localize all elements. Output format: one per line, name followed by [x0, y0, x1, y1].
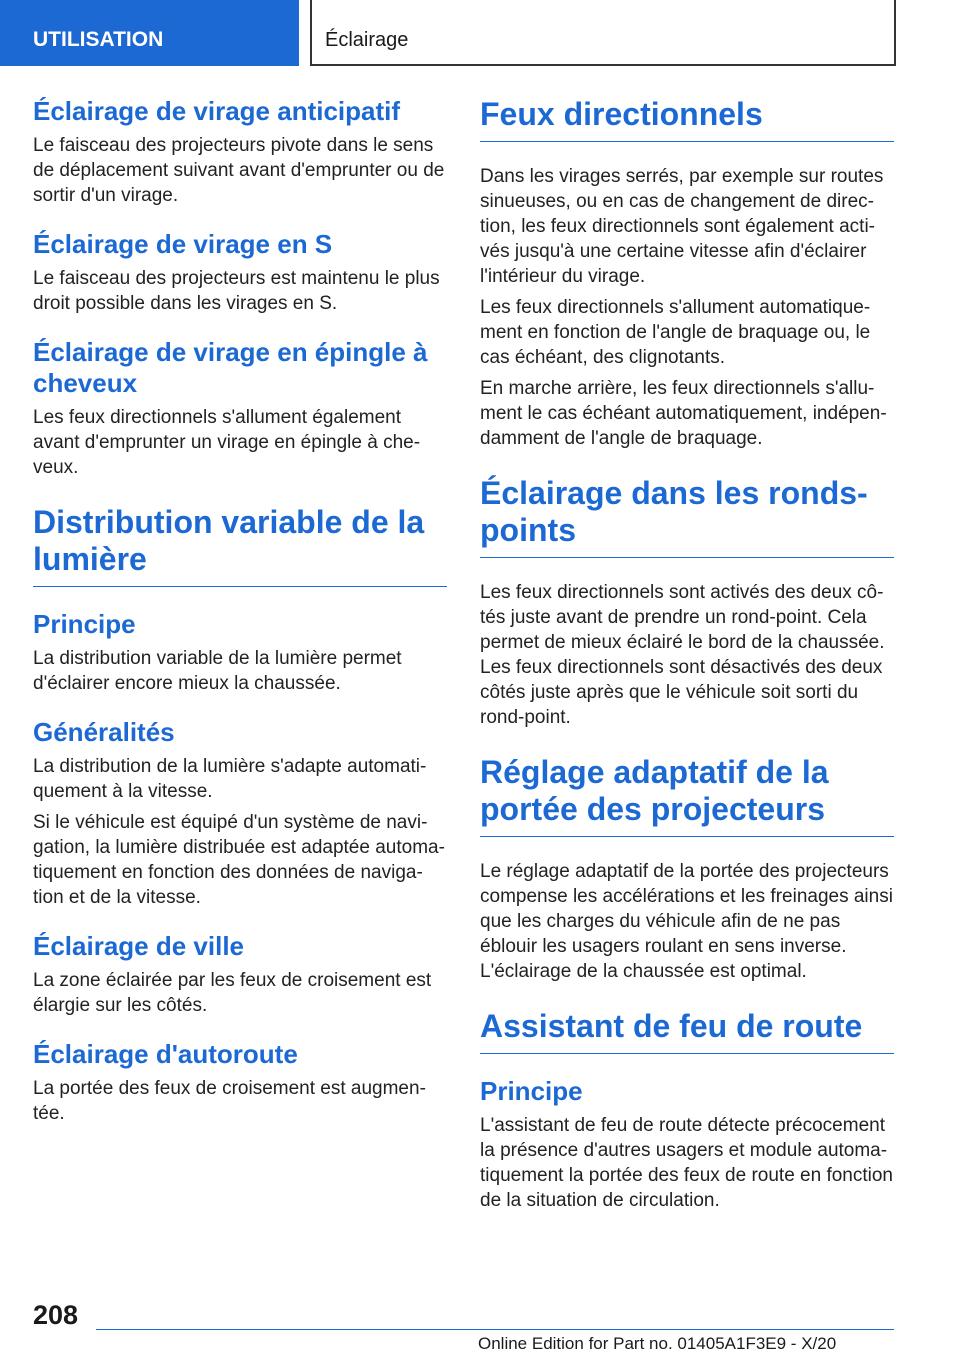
heading-feux-directionnels: Feux directionnels — [480, 96, 894, 142]
text-reglage-adaptatif: Le réglage adaptatif de la portée des projecteurs compense les accélérations et les freinages ainsi que les charges du véhicule afin de ne pas éblouir les usagers roulant en sens inverse. L'éclairage de la chaussée est optimal. — [480, 861, 893, 982]
text-feux-3: En marche arrière, les feux directionnels s'allument le cas échéant automatiquement, indépendamment de l'angle de braquage. — [480, 378, 887, 449]
text-principe-right: L'assistant de feu de route détecte précocement la présence d'autres usagers et module automatiquement la portée des feux de route en fonction de la situation de circulation. — [480, 1115, 893, 1211]
text-principe-left: La distribution variable de la lumière permet d'éclairer encore mieux la chaussée. — [33, 648, 402, 694]
heading-eclairage-autoroute: Éclairage d'autoroute — [33, 1039, 298, 1069]
heading-eclairage-ville: Éclairage de ville — [33, 931, 245, 961]
heading-assistant-feu-route: Assistant de feu de route — [480, 1008, 894, 1054]
text-generalites-1: La distribution de la lumière s'adapte automatiquement à la vitesse. — [33, 756, 427, 802]
heading-virage-anticipatif: Éclairage de virage anticipatif — [33, 96, 401, 126]
heading-generalites: Généralités — [33, 717, 175, 747]
heading-ronds-points: Éclairage dans les ronds-points — [480, 475, 894, 558]
left-column — [33, 96, 447, 1126]
heading-distribution-variable: Distribution variable de la lumière — [33, 504, 447, 587]
heading-virage-s: Éclairage de virage en S — [33, 229, 333, 259]
right-column — [480, 96, 894, 1213]
heading-principe-right: Principe — [480, 1076, 583, 1106]
heading-virage-epingle: Éclairage de virage en épingle à cheveux — [33, 337, 428, 398]
text-feux-1: Dans les virages serrés, par exemple sur routes sinueuses, ou en cas de changement de direction, les feux directionnels sont également activés jusqu'à une certaine vitesse afin d'éclairer l'intérieur du virage. — [480, 166, 884, 287]
text-virage-epingle: Les feux directionnels s'allument également avant d'emprunter un virage en épingle à cheveux. — [33, 407, 421, 478]
heading-reglage-adaptatif: Réglage adaptatif de la portée des projecteurs — [480, 754, 894, 837]
text-virage-s: Le faisceau des projecteurs est maintenu le plus droit possible dans les virages en S. — [33, 268, 440, 314]
text-ronds-points: Les feux directionnels sont activés des deux côtés juste avant de prendre un rond-point. Cela permet de mieux éclairé le bord de la chaussée. Les feux directionnels sont désactivés des deux côtés juste après que le véhicule soit sorti du rond-point. — [480, 582, 885, 728]
footer-divider — [96, 1329, 894, 1330]
text-feux-2: Les feux directionnels s'allument automatiquement en fonction de l'angle de braquage ou, le cas échéant, des clignotants. — [480, 297, 871, 368]
section-tab: UTILISATION — [0, 0, 299, 66]
text-generalites-2: Si le véhicule est équipé d'un système de navigation, la lumière distribuée est adaptée automatiquement en fonction des données de navigation et de la vitesse. — [33, 812, 445, 908]
page-header — [0, 0, 960, 66]
footer-edition: Online Edition for Part no. 01405A1F3E9 - X/20 — [478, 1334, 837, 1353]
page-number: 208 — [33, 1300, 79, 1330]
text-eclairage-ville: La zone éclairée par les feux de croisement est élargie sur les côtés. — [33, 970, 432, 1016]
text-virage-anticipatif: Le faisceau des projecteurs pivote dans le sens de déplacement suivant avant d'emprunter ou de sortir d'un virage. — [33, 135, 445, 206]
heading-principe-left: Principe — [33, 609, 136, 639]
chapter-title: Éclairage — [310, 0, 896, 66]
text-eclairage-autoroute: La portée des feux de croisement est augmentée. — [33, 1078, 426, 1124]
